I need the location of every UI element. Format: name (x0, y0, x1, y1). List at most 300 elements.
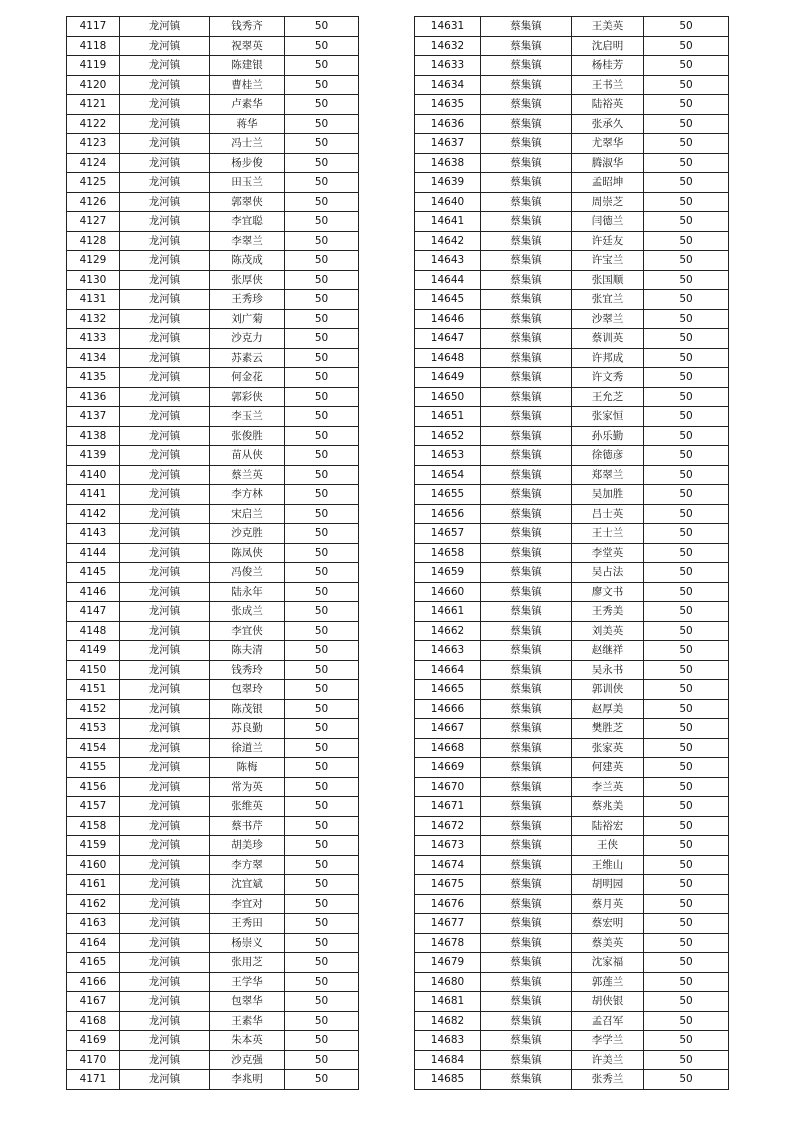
amount-cell: 50 (285, 582, 359, 602)
name-cell: 张维英 (210, 797, 285, 817)
table-row (415, 680, 729, 700)
town-cell: 蔡集镇 (481, 758, 572, 778)
amount-cell: 50 (285, 446, 359, 466)
name-cell: 徐道兰 (210, 738, 285, 758)
town-cell: 龙河镇 (120, 933, 210, 953)
amount-cell: 50 (285, 290, 359, 310)
amount-cell: 50 (285, 524, 359, 544)
amount-cell: 50 (285, 836, 359, 856)
name-cell: 李方林 (210, 485, 285, 505)
name-cell: 张俊胜 (210, 426, 285, 446)
table-row (415, 524, 729, 544)
amount-cell: 50 (285, 621, 359, 641)
town-cell: 龙河镇 (120, 173, 210, 193)
table-row (67, 114, 359, 134)
town-cell: 蔡集镇 (481, 621, 572, 641)
amount-cell: 50 (644, 329, 729, 349)
name-cell: 冯俊兰 (210, 563, 285, 583)
id-cell: 14658 (415, 543, 481, 563)
town-cell: 蔡集镇 (481, 894, 572, 914)
name-cell: 张成兰 (210, 602, 285, 622)
amount-cell: 50 (644, 153, 729, 173)
table-row (415, 660, 729, 680)
table-row (415, 836, 729, 856)
table-row (67, 914, 359, 934)
table-row (415, 231, 729, 251)
amount-cell: 50 (644, 894, 729, 914)
amount-cell: 50 (285, 348, 359, 368)
id-cell: 14665 (415, 680, 481, 700)
town-cell: 龙河镇 (120, 485, 210, 505)
table-row (67, 387, 359, 407)
name-cell: 常为英 (210, 777, 285, 797)
id-cell: 4163 (67, 914, 120, 934)
table-row (67, 972, 359, 992)
amount-cell: 50 (285, 797, 359, 817)
table-row (67, 153, 359, 173)
table-row (415, 348, 729, 368)
table-row (67, 1011, 359, 1031)
table-row (415, 933, 729, 953)
amount-cell: 50 (644, 836, 729, 856)
table-row (415, 758, 729, 778)
id-cell: 14639 (415, 173, 481, 193)
amount-cell: 50 (285, 504, 359, 524)
town-cell: 蔡集镇 (481, 855, 572, 875)
name-cell: 何建英 (572, 758, 644, 778)
table-row (67, 212, 359, 232)
town-cell: 龙河镇 (120, 524, 210, 544)
id-cell: 4133 (67, 329, 120, 349)
name-cell: 吴永书 (572, 660, 644, 680)
amount-cell: 50 (644, 719, 729, 739)
amount-cell: 50 (644, 17, 729, 37)
amount-cell: 50 (644, 855, 729, 875)
name-cell: 胡明园 (572, 875, 644, 895)
table-row (415, 36, 729, 56)
id-cell: 4156 (67, 777, 120, 797)
name-cell: 陈茂成 (210, 251, 285, 271)
table-row (67, 894, 359, 914)
amount-cell: 50 (644, 407, 729, 427)
name-cell: 沈启明 (572, 36, 644, 56)
town-cell: 蔡集镇 (481, 816, 572, 836)
table-row (67, 1050, 359, 1070)
id-cell: 4146 (67, 582, 120, 602)
name-cell: 郭训侠 (572, 680, 644, 700)
table-row (415, 426, 729, 446)
name-cell: 蔡宏明 (572, 914, 644, 934)
id-cell: 14677 (415, 914, 481, 934)
id-cell: 14656 (415, 504, 481, 524)
town-cell: 蔡集镇 (481, 699, 572, 719)
amount-cell: 50 (285, 543, 359, 563)
amount-cell: 50 (285, 368, 359, 388)
table-row (415, 75, 729, 95)
name-cell: 刘广菊 (210, 309, 285, 329)
name-cell: 刘美英 (572, 621, 644, 641)
amount-cell: 50 (644, 504, 729, 524)
name-cell: 田玉兰 (210, 173, 285, 193)
name-cell: 李玉兰 (210, 407, 285, 427)
table-row (67, 485, 359, 505)
table-row (415, 1050, 729, 1070)
amount-cell: 50 (285, 387, 359, 407)
id-cell: 4136 (67, 387, 120, 407)
town-cell: 龙河镇 (120, 992, 210, 1012)
name-cell: 张用芝 (210, 953, 285, 973)
id-cell: 14631 (415, 17, 481, 37)
name-cell: 王士兰 (572, 524, 644, 544)
amount-cell: 50 (644, 660, 729, 680)
id-cell: 4126 (67, 192, 120, 212)
town-cell: 蔡集镇 (481, 524, 572, 544)
town-cell: 蔡集镇 (481, 153, 572, 173)
amount-cell: 50 (644, 212, 729, 232)
name-cell: 宋启兰 (210, 504, 285, 524)
town-cell: 龙河镇 (120, 1050, 210, 1070)
table-row (67, 75, 359, 95)
table-row (415, 485, 729, 505)
amount-cell: 50 (285, 192, 359, 212)
amount-cell: 50 (285, 933, 359, 953)
town-cell: 蔡集镇 (481, 173, 572, 193)
amount-cell: 50 (644, 972, 729, 992)
id-cell: 4158 (67, 816, 120, 836)
name-cell: 廖文书 (572, 582, 644, 602)
amount-cell: 50 (285, 738, 359, 758)
id-cell: 4160 (67, 855, 120, 875)
table-row (415, 719, 729, 739)
table-row (415, 251, 729, 271)
town-cell: 龙河镇 (120, 17, 210, 37)
name-cell: 陆永年 (210, 582, 285, 602)
name-cell: 陆裕英 (572, 95, 644, 115)
id-cell: 4144 (67, 543, 120, 563)
amount-cell: 50 (285, 1070, 359, 1090)
table-row (415, 992, 729, 1012)
table-row (67, 563, 359, 583)
name-cell: 蔡兰英 (210, 465, 285, 485)
town-cell: 蔡集镇 (481, 426, 572, 446)
id-cell: 14657 (415, 524, 481, 544)
amount-cell: 50 (285, 855, 359, 875)
id-cell: 14661 (415, 602, 481, 622)
name-cell: 张厚侠 (210, 270, 285, 290)
id-cell: 4138 (67, 426, 120, 446)
town-cell: 龙河镇 (120, 75, 210, 95)
table-row (67, 621, 359, 641)
amount-cell: 50 (644, 309, 729, 329)
table-row (415, 309, 729, 329)
amount-cell: 50 (644, 387, 729, 407)
amount-cell: 50 (644, 914, 729, 934)
town-cell: 龙河镇 (120, 309, 210, 329)
amount-cell: 50 (644, 992, 729, 1012)
id-cell: 4120 (67, 75, 120, 95)
town-cell: 龙河镇 (120, 192, 210, 212)
name-cell: 许邦成 (572, 348, 644, 368)
amount-cell: 50 (644, 426, 729, 446)
town-cell: 蔡集镇 (481, 563, 572, 583)
amount-cell: 50 (644, 231, 729, 251)
id-cell: 14640 (415, 192, 481, 212)
name-cell: 苏素云 (210, 348, 285, 368)
name-cell: 张家恒 (572, 407, 644, 427)
id-cell: 14636 (415, 114, 481, 134)
town-cell: 蔡集镇 (481, 914, 572, 934)
town-cell: 龙河镇 (120, 660, 210, 680)
table-row (415, 407, 729, 427)
id-cell: 4117 (67, 17, 120, 37)
table-row (67, 719, 359, 739)
town-cell: 龙河镇 (120, 894, 210, 914)
town-cell: 蔡集镇 (481, 348, 572, 368)
table-row (415, 738, 729, 758)
town-cell: 蔡集镇 (481, 738, 572, 758)
amount-cell: 50 (285, 894, 359, 914)
id-cell: 14651 (415, 407, 481, 427)
id-cell: 4123 (67, 134, 120, 154)
town-cell: 蔡集镇 (481, 465, 572, 485)
name-cell: 王学华 (210, 972, 285, 992)
amount-cell: 50 (644, 56, 729, 76)
amount-cell: 50 (644, 485, 729, 505)
town-cell: 龙河镇 (120, 563, 210, 583)
town-cell: 蔡集镇 (481, 134, 572, 154)
amount-cell: 50 (644, 75, 729, 95)
table-row (67, 699, 359, 719)
table-row (415, 1011, 729, 1031)
name-cell: 包翠华 (210, 992, 285, 1012)
town-cell: 龙河镇 (120, 270, 210, 290)
name-cell: 王秀美 (572, 602, 644, 622)
name-cell: 徐德彦 (572, 446, 644, 466)
table-row (415, 212, 729, 232)
amount-cell: 50 (285, 816, 359, 836)
town-cell: 龙河镇 (120, 1031, 210, 1051)
town-cell: 蔡集镇 (481, 836, 572, 856)
table-row (67, 933, 359, 953)
name-cell: 蔡训英 (572, 329, 644, 349)
amount-cell: 50 (644, 699, 729, 719)
name-cell: 王允芝 (572, 387, 644, 407)
amount-cell: 50 (644, 680, 729, 700)
name-cell: 苗从侠 (210, 446, 285, 466)
id-cell: 14655 (415, 485, 481, 505)
town-cell: 蔡集镇 (481, 251, 572, 271)
name-cell: 赵继祥 (572, 641, 644, 661)
id-cell: 14663 (415, 641, 481, 661)
amount-cell: 50 (644, 192, 729, 212)
id-cell: 4143 (67, 524, 120, 544)
amount-cell: 50 (285, 329, 359, 349)
table-row (67, 816, 359, 836)
name-cell: 蒋华 (210, 114, 285, 134)
id-cell: 4125 (67, 173, 120, 193)
name-cell: 李兰英 (572, 777, 644, 797)
amount-cell: 50 (644, 738, 729, 758)
amount-cell: 50 (285, 777, 359, 797)
town-cell: 蔡集镇 (481, 719, 572, 739)
amount-cell: 50 (285, 992, 359, 1012)
name-cell: 张秀兰 (572, 1070, 644, 1090)
town-cell: 蔡集镇 (481, 36, 572, 56)
town-cell: 龙河镇 (120, 914, 210, 934)
id-cell: 4161 (67, 875, 120, 895)
name-cell: 李方翠 (210, 855, 285, 875)
amount-cell: 50 (285, 972, 359, 992)
name-cell: 沙翠兰 (572, 309, 644, 329)
table-row (67, 992, 359, 1012)
name-cell: 陈茂银 (210, 699, 285, 719)
amount-cell: 50 (285, 153, 359, 173)
town-cell: 龙河镇 (120, 543, 210, 563)
name-cell: 吴占法 (572, 563, 644, 583)
table-row (67, 192, 359, 212)
id-cell: 14654 (415, 465, 481, 485)
amount-cell: 50 (285, 719, 359, 739)
town-cell: 蔡集镇 (481, 1011, 572, 1031)
name-cell: 许廷友 (572, 231, 644, 251)
table-row (67, 660, 359, 680)
town-cell: 蔡集镇 (481, 992, 572, 1012)
town-cell: 龙河镇 (120, 875, 210, 895)
amount-cell: 50 (285, 563, 359, 583)
town-cell: 龙河镇 (120, 465, 210, 485)
town-cell: 蔡集镇 (481, 797, 572, 817)
amount-cell: 50 (644, 758, 729, 778)
town-cell: 龙河镇 (120, 758, 210, 778)
amount-cell: 50 (644, 641, 729, 661)
id-cell: 14664 (415, 660, 481, 680)
table-row (415, 914, 729, 934)
town-cell: 蔡集镇 (481, 543, 572, 563)
town-cell: 蔡集镇 (481, 485, 572, 505)
amount-cell: 50 (285, 56, 359, 76)
name-cell: 郭彩侠 (210, 387, 285, 407)
town-cell: 龙河镇 (120, 797, 210, 817)
table-row (415, 114, 729, 134)
amount-cell: 50 (644, 134, 729, 154)
id-cell: 4134 (67, 348, 120, 368)
left-table (66, 16, 359, 1090)
amount-cell: 50 (644, 348, 729, 368)
id-cell: 4153 (67, 719, 120, 739)
table-row (415, 17, 729, 37)
amount-cell: 50 (644, 621, 729, 641)
table-row (67, 1031, 359, 1051)
id-cell: 14650 (415, 387, 481, 407)
town-cell: 龙河镇 (120, 387, 210, 407)
name-cell: 王美英 (572, 17, 644, 37)
amount-cell: 50 (285, 680, 359, 700)
table-row (67, 329, 359, 349)
name-cell: 王秀珍 (210, 290, 285, 310)
name-cell: 许美兰 (572, 1050, 644, 1070)
table-row (67, 855, 359, 875)
table-row (67, 582, 359, 602)
name-cell: 郭翠侠 (210, 192, 285, 212)
name-cell: 祝翠英 (210, 36, 285, 56)
town-cell: 蔡集镇 (481, 309, 572, 329)
id-cell: 4132 (67, 309, 120, 329)
id-cell: 14648 (415, 348, 481, 368)
id-cell: 14634 (415, 75, 481, 95)
town-cell: 蔡集镇 (481, 192, 572, 212)
town-cell: 蔡集镇 (481, 17, 572, 37)
amount-cell: 50 (285, 173, 359, 193)
amount-cell: 50 (285, 231, 359, 251)
name-cell: 李宜对 (210, 894, 285, 914)
amount-cell: 50 (644, 816, 729, 836)
table-row (415, 446, 729, 466)
amount-cell: 50 (285, 75, 359, 95)
town-cell: 蔡集镇 (481, 270, 572, 290)
amount-cell: 50 (644, 777, 729, 797)
id-cell: 14676 (415, 894, 481, 914)
amount-cell: 50 (644, 875, 729, 895)
id-cell: 4141 (67, 485, 120, 505)
name-cell: 沙克强 (210, 1050, 285, 1070)
id-cell: 4140 (67, 465, 120, 485)
id-cell: 4155 (67, 758, 120, 778)
table-row (67, 348, 359, 368)
amount-cell: 50 (285, 485, 359, 505)
amount-cell: 50 (644, 1031, 729, 1051)
amount-cell: 50 (644, 953, 729, 973)
id-cell: 14649 (415, 368, 481, 388)
table-row (67, 1070, 359, 1090)
name-cell: 曹桂兰 (210, 75, 285, 95)
amount-cell: 50 (285, 270, 359, 290)
table-row (415, 504, 729, 524)
name-cell: 王侠 (572, 836, 644, 856)
id-cell: 4170 (67, 1050, 120, 1070)
name-cell: 闫德兰 (572, 212, 644, 232)
table-row (67, 758, 359, 778)
id-cell: 4159 (67, 836, 120, 856)
amount-cell: 50 (644, 1050, 729, 1070)
name-cell: 李翠兰 (210, 231, 285, 251)
town-cell: 蔡集镇 (481, 641, 572, 661)
id-cell: 14667 (415, 719, 481, 739)
town-cell: 蔡集镇 (481, 582, 572, 602)
name-cell: 张家英 (572, 738, 644, 758)
town-cell: 龙河镇 (120, 972, 210, 992)
amount-cell: 50 (285, 426, 359, 446)
id-cell: 4147 (67, 602, 120, 622)
town-cell: 龙河镇 (120, 290, 210, 310)
town-cell: 龙河镇 (120, 602, 210, 622)
id-cell: 4154 (67, 738, 120, 758)
id-cell: 14652 (415, 426, 481, 446)
id-cell: 4128 (67, 231, 120, 251)
amount-cell: 50 (285, 660, 359, 680)
amount-cell: 50 (644, 114, 729, 134)
town-cell: 龙河镇 (120, 348, 210, 368)
id-cell: 14662 (415, 621, 481, 641)
id-cell: 14646 (415, 309, 481, 329)
id-cell: 14666 (415, 699, 481, 719)
name-cell: 吴加胜 (572, 485, 644, 505)
town-cell: 蔡集镇 (481, 56, 572, 76)
town-cell: 龙河镇 (120, 446, 210, 466)
name-cell: 蔡书芹 (210, 816, 285, 836)
town-cell: 蔡集镇 (481, 231, 572, 251)
id-cell: 4167 (67, 992, 120, 1012)
town-cell: 蔡集镇 (481, 95, 572, 115)
